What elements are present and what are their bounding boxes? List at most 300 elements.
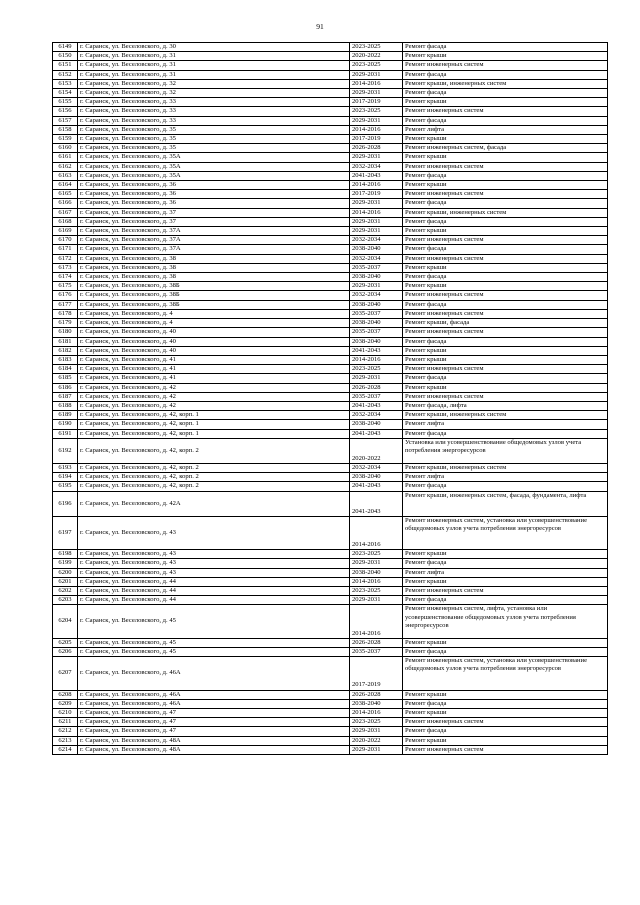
table-row — [53, 217, 608, 226]
row-number: 6199 — [53, 559, 78, 568]
row-work-type: Ремонт крыши — [403, 153, 608, 162]
row-period: 2026-2028 — [350, 144, 403, 153]
row-number: 6200 — [53, 568, 78, 577]
row-period: 2014-2016 — [350, 125, 403, 134]
table-row — [53, 429, 608, 438]
row-number: 6183 — [53, 355, 78, 364]
table-row — [53, 328, 608, 337]
row-work-type: Ремонт фасада — [403, 300, 608, 309]
row-period: 2032-2034 — [350, 162, 403, 171]
row-address: г. Саранск, ул. Веселовского, д. 44 — [78, 577, 350, 586]
row-period: 2014-2016 — [350, 208, 403, 217]
row-address: г. Саранск, ул. Веселовского, д. 36 — [78, 181, 350, 190]
row-number: 6162 — [53, 162, 78, 171]
row-period: 2038-2040 — [350, 337, 403, 346]
row-number: 6185 — [53, 374, 78, 383]
row-number: 6191 — [53, 429, 78, 438]
row-number: 6203 — [53, 596, 78, 605]
row-number: 6213 — [53, 736, 78, 745]
row-address: г. Саранск, ул. Веселовского, д. 35 — [78, 144, 350, 153]
row-work-type: Ремонт инженерных систем — [403, 586, 608, 595]
row-number: 6178 — [53, 309, 78, 318]
row-address: г. Саранск, ул. Веселовского, д. 42, корп. 2 — [78, 473, 350, 482]
table-row — [53, 116, 608, 125]
row-number: 6161 — [53, 153, 78, 162]
row-address: г. Саранск, ул. Веселовского, д. 36 — [78, 199, 350, 208]
row-number: 6214 — [53, 745, 78, 754]
table-row — [53, 273, 608, 282]
row-number: 6193 — [53, 463, 78, 472]
row-number: 6156 — [53, 107, 78, 116]
row-address: г. Саранск, ул. Веселовского, д. 31 — [78, 52, 350, 61]
table-row — [53, 89, 608, 98]
row-number: 6172 — [53, 254, 78, 263]
row-address: г. Саранск, ул. Веселовского, д. 42, корп. 1 — [78, 429, 350, 438]
row-period: 2029-2031 — [350, 89, 403, 98]
table-row — [53, 171, 608, 180]
row-number: 6167 — [53, 208, 78, 217]
row-number: 6190 — [53, 420, 78, 429]
row-number: 6155 — [53, 98, 78, 107]
table-row — [53, 401, 608, 410]
table-row — [53, 355, 608, 364]
row-period: 2014-2016 — [350, 355, 403, 364]
row-period: 2041-2043 — [350, 482, 403, 491]
row-address: г. Саранск, ул. Веселовского, д. 37 — [78, 208, 350, 217]
row-period: 2032-2034 — [350, 463, 403, 472]
row-address: г. Саранск, ул. Веселовского, д. 47 — [78, 727, 350, 736]
row-period: 2029-2031 — [350, 596, 403, 605]
row-number: 6205 — [53, 638, 78, 647]
row-work-type: Ремонт инженерных систем, установка или усовершенствование общедомовых узлов учета потребления энергоресурсов — [403, 657, 608, 690]
table-row — [53, 236, 608, 245]
row-number: 6204 — [53, 605, 78, 638]
row-address: г. Саранск, ул. Веселовского, д. 35А — [78, 171, 350, 180]
row-number: 6206 — [53, 647, 78, 656]
row-number: 6163 — [53, 171, 78, 180]
row-number: 6186 — [53, 383, 78, 392]
row-number: 6196 — [53, 491, 78, 516]
row-period: 2032-2034 — [350, 411, 403, 420]
row-work-type: Ремонт фасада — [403, 374, 608, 383]
row-work-type: Ремонт лифта — [403, 420, 608, 429]
table-row — [53, 690, 608, 699]
row-number: 6180 — [53, 328, 78, 337]
row-number: 6179 — [53, 319, 78, 328]
row-period: 2041-2043 — [350, 346, 403, 355]
table-row — [53, 718, 608, 727]
row-address: г. Саранск, ул. Веселовского, д. 41 — [78, 355, 350, 364]
row-number: 6166 — [53, 199, 78, 208]
row-number: 6175 — [53, 282, 78, 291]
row-work-type: Ремонт инженерных систем — [403, 745, 608, 754]
row-number: 6182 — [53, 346, 78, 355]
row-work-type: Ремонт крыши — [403, 383, 608, 392]
row-number: 6181 — [53, 337, 78, 346]
row-number: 6176 — [53, 291, 78, 300]
row-work-type: Ремонт лифта — [403, 568, 608, 577]
row-work-type: Ремонт крыши — [403, 638, 608, 647]
row-work-type: Ремонт крыши — [403, 282, 608, 291]
row-period: 2029-2031 — [350, 559, 403, 568]
row-number: 6154 — [53, 89, 78, 98]
row-number: 6189 — [53, 411, 78, 420]
row-address: г. Саранск, ул. Веселовского, д. 44 — [78, 586, 350, 595]
row-period: 2023-2025 — [350, 107, 403, 116]
table-row — [53, 657, 608, 690]
row-address: г. Саранск, ул. Веселовского, д. 42А — [78, 491, 350, 516]
table-row — [53, 208, 608, 217]
row-period: 2026-2028 — [350, 690, 403, 699]
row-number: 6164 — [53, 181, 78, 190]
row-address: г. Саранск, ул. Веселовского, д. 32 — [78, 79, 350, 88]
row-work-type: Ремонт инженерных систем — [403, 190, 608, 199]
row-period: 2035-2037 — [350, 263, 403, 272]
row-period: 2038-2040 — [350, 245, 403, 254]
row-work-type: Ремонт фасада — [403, 273, 608, 282]
row-work-type: Ремонт инженерных систем — [403, 718, 608, 727]
table-row — [53, 190, 608, 199]
row-period: 2038-2040 — [350, 568, 403, 577]
row-period: 2023-2025 — [350, 43, 403, 52]
table-row — [53, 438, 608, 463]
row-work-type: Ремонт инженерных систем — [403, 254, 608, 263]
row-address: г. Саранск, ул. Веселовского, д. 42 — [78, 401, 350, 410]
row-work-type: Ремонт крыши — [403, 736, 608, 745]
row-work-type: Ремонт крыши — [403, 550, 608, 559]
row-period: 2029-2031 — [350, 374, 403, 383]
row-work-type: Ремонт инженерных систем — [403, 392, 608, 401]
row-number: 6151 — [53, 61, 78, 70]
table-row — [53, 374, 608, 383]
table-row — [53, 346, 608, 355]
page-number: 91 — [316, 22, 324, 31]
row-work-type: Ремонт инженерных систем — [403, 309, 608, 318]
row-period: 2038-2040 — [350, 699, 403, 708]
table-body — [53, 43, 608, 755]
row-work-type: Ремонт крыши — [403, 135, 608, 144]
row-address: г. Саранск, ул. Веселовского, д. 40 — [78, 346, 350, 355]
table-row — [53, 98, 608, 107]
row-period: 2017-2019 — [350, 190, 403, 199]
row-period: 2017-2019 — [350, 135, 403, 144]
table-row — [53, 708, 608, 717]
table-row — [53, 70, 608, 79]
row-address: г. Саранск, ул. Веселовского, д. 38 — [78, 263, 350, 272]
row-address: г. Саранск, ул. Веселовского, д. 47 — [78, 708, 350, 717]
table-row — [53, 125, 608, 134]
table-row — [53, 61, 608, 70]
row-address: г. Саранск, ул. Веселовского, д. 42 — [78, 392, 350, 401]
row-address: г. Саранск, ул. Веселовского, д. 48А — [78, 745, 350, 754]
row-address: г. Саранск, ул. Веселовского, д. 4 — [78, 319, 350, 328]
table-row — [53, 577, 608, 586]
row-period: 2029-2031 — [350, 217, 403, 226]
row-address: г. Саранск, ул. Веселовского, д. 40 — [78, 328, 350, 337]
row-period: 2035-2037 — [350, 309, 403, 318]
row-number: 6160 — [53, 144, 78, 153]
row-address: г. Саранск, ул. Веселовского, д. 42, корп. 2 — [78, 438, 350, 463]
row-period: 2020-2022 — [350, 736, 403, 745]
row-number: 6170 — [53, 236, 78, 245]
row-period: 2029-2031 — [350, 70, 403, 79]
row-work-type: Ремонт фасада — [403, 43, 608, 52]
row-work-type: Ремонт крыши — [403, 227, 608, 236]
table-row — [53, 107, 608, 116]
row-work-type: Ремонт фасада — [403, 89, 608, 98]
row-address: г. Саранск, ул. Веселовского, д. 38Б — [78, 300, 350, 309]
row-number: 6169 — [53, 227, 78, 236]
row-address: г. Саранск, ул. Веселовского, д. 37А — [78, 245, 350, 254]
row-work-type: Ремонт крыши, инженерных систем — [403, 79, 608, 88]
row-work-type: Ремонт фасада — [403, 429, 608, 438]
row-work-type: Ремонт инженерных систем, установка или усовершенствование общедомовых узлов учета потребления энергоресурсов — [403, 516, 608, 549]
row-address: г. Саранск, ул. Веселовского, д. 38Б — [78, 291, 350, 300]
row-address: г. Саранск, ул. Веселовского, д. 45 — [78, 638, 350, 647]
row-work-type: Ремонт инженерных систем — [403, 61, 608, 70]
row-number: 6173 — [53, 263, 78, 272]
row-number: 6177 — [53, 300, 78, 309]
row-number: 6195 — [53, 482, 78, 491]
table-row — [53, 596, 608, 605]
row-work-type: Ремонт фасада — [403, 596, 608, 605]
row-address: г. Саранск, ул. Веселовского, д. 42, корп. 2 — [78, 482, 350, 491]
row-work-type: Ремонт крыши — [403, 690, 608, 699]
row-period: 2029-2031 — [350, 199, 403, 208]
row-period: 2041-2043 — [350, 401, 403, 410]
row-address: г. Саранск, ул. Веселовского, д. 46А — [78, 699, 350, 708]
row-address: г. Саранск, ул. Веселовского, д. 31 — [78, 70, 350, 79]
table-row — [53, 245, 608, 254]
row-number: 6187 — [53, 392, 78, 401]
row-work-type: Ремонт инженерных систем — [403, 162, 608, 171]
row-period: 2029-2031 — [350, 282, 403, 291]
row-period: 2032-2034 — [350, 291, 403, 300]
row-work-type: Ремонт фасада — [403, 337, 608, 346]
row-work-type: Ремонт крыши, инженерных систем — [403, 411, 608, 420]
row-address: г. Саранск, ул. Веселовского, д. 45 — [78, 605, 350, 638]
table-row — [53, 559, 608, 568]
row-period: 2029-2031 — [350, 227, 403, 236]
table-row — [53, 365, 608, 374]
row-address: г. Саранск, ул. Веселовского, д. 37А — [78, 227, 350, 236]
table-row — [53, 181, 608, 190]
row-address: г. Саранск, ул. Веселовского, д. 42, корп. 1 — [78, 420, 350, 429]
row-work-type: Ремонт инженерных систем — [403, 236, 608, 245]
table-row — [53, 199, 608, 208]
row-address: г. Саранск, ул. Веселовского, д. 44 — [78, 596, 350, 605]
row-period: 2032-2034 — [350, 236, 403, 245]
table-row — [53, 43, 608, 52]
repair-schedule-table — [52, 42, 608, 755]
table-row — [53, 516, 608, 549]
table-row — [53, 309, 608, 318]
row-address: г. Саранск, ул. Веселовского, д. 38 — [78, 273, 350, 282]
row-address: г. Саранск, ул. Веселовского, д. 41 — [78, 365, 350, 374]
row-period: 2038-2040 — [350, 319, 403, 328]
row-period: 2038-2040 — [350, 473, 403, 482]
row-work-type: Ремонт инженерных систем — [403, 365, 608, 374]
table-row — [53, 52, 608, 61]
row-address: г. Саранск, ул. Веселовского, д. 42, корп. 2 — [78, 463, 350, 472]
row-period: 2029-2031 — [350, 745, 403, 754]
row-period: 2029-2031 — [350, 153, 403, 162]
table-row — [53, 263, 608, 272]
row-period: 2038-2040 — [350, 420, 403, 429]
row-period: 2017-2019 — [350, 98, 403, 107]
table-row — [53, 745, 608, 754]
row-work-type: Ремонт фасада — [403, 482, 608, 491]
row-work-type: Ремонт фасада — [403, 727, 608, 736]
row-address: г. Саранск, ул. Веселовского, д. 43 — [78, 516, 350, 549]
row-work-type: Ремонт крыши — [403, 52, 608, 61]
table-row — [53, 638, 608, 647]
row-work-type: Ремонт крыши, фасада — [403, 319, 608, 328]
table-row — [53, 291, 608, 300]
row-address: г. Саранск, ул. Веселовского, д. 35А — [78, 153, 350, 162]
row-number: 6150 — [53, 52, 78, 61]
row-work-type: Ремонт крыши — [403, 181, 608, 190]
row-address: г. Саранск, ул. Веселовского, д. 40 — [78, 337, 350, 346]
table-row — [53, 482, 608, 491]
table-row — [53, 227, 608, 236]
row-work-type: Ремонт инженерных систем, фасада — [403, 144, 608, 153]
row-address: г. Саранск, ул. Веселовского, д. 33 — [78, 98, 350, 107]
row-period: 2029-2031 — [350, 727, 403, 736]
table-row — [53, 727, 608, 736]
table-row — [53, 605, 608, 638]
row-period: 2023-2025 — [350, 365, 403, 374]
row-work-type: Ремонт фасада — [403, 559, 608, 568]
row-period: 2023-2025 — [350, 61, 403, 70]
row-period: 2041-2043 — [350, 171, 403, 180]
row-address: г. Саранск, ул. Веселовского, д. 38 — [78, 254, 350, 263]
row-work-type: Ремонт крыши — [403, 708, 608, 717]
row-address: г. Саранск, ул. Веселовского, д. 4 — [78, 309, 350, 318]
row-number: 6194 — [53, 473, 78, 482]
row-work-type: Ремонт фасада — [403, 699, 608, 708]
row-address: г. Саранск, ул. Веселовского, д. 41 — [78, 374, 350, 383]
table-row — [53, 568, 608, 577]
row-period: 2014-2016 — [350, 516, 403, 549]
row-period: 2023-2025 — [350, 586, 403, 595]
row-address: г. Саранск, ул. Веселовского, д. 33 — [78, 107, 350, 116]
row-number: 6165 — [53, 190, 78, 199]
row-number: 6188 — [53, 401, 78, 410]
row-work-type: Ремонт фасада — [403, 116, 608, 125]
row-work-type: Ремонт лифта — [403, 473, 608, 482]
row-address: г. Саранск, ул. Веселовского, д. 43 — [78, 559, 350, 568]
row-period: 2035-2037 — [350, 647, 403, 656]
row-work-type: Ремонт крыши — [403, 577, 608, 586]
row-address: г. Саранск, ул. Веселовского, д. 47 — [78, 718, 350, 727]
table-row — [53, 699, 608, 708]
row-period: 2023-2025 — [350, 718, 403, 727]
row-work-type: Ремонт лифта — [403, 125, 608, 134]
row-number: 6153 — [53, 79, 78, 88]
row-number: 6174 — [53, 273, 78, 282]
row-number: 6171 — [53, 245, 78, 254]
row-work-type: Ремонт инженерных систем — [403, 328, 608, 337]
row-number: 6184 — [53, 365, 78, 374]
row-period: 2023-2025 — [350, 550, 403, 559]
row-number: 6168 — [53, 217, 78, 226]
row-number: 6207 — [53, 657, 78, 690]
row-work-type: Ремонт инженерных систем — [403, 291, 608, 300]
table-row — [53, 411, 608, 420]
row-address: г. Саранск, ул. Веселовского, д. 43 — [78, 550, 350, 559]
row-address: г. Саранск, ул. Веселовского, д. 46А — [78, 690, 350, 699]
row-work-type: Ремонт инженерных систем, лифта, установка или усовершенствование общедомовых узлов учета потребления энергоресурсов — [403, 605, 608, 638]
row-number: 6159 — [53, 135, 78, 144]
table-row — [53, 144, 608, 153]
row-period: 2032-2034 — [350, 254, 403, 263]
row-address: г. Саранск, ул. Веселовского, д. 36 — [78, 190, 350, 199]
row-number: 6201 — [53, 577, 78, 586]
row-work-type: Ремонт фасада — [403, 70, 608, 79]
row-address: г. Саранск, ул. Веселовского, д. 31 — [78, 61, 350, 70]
row-number: 6157 — [53, 116, 78, 125]
row-number: 6192 — [53, 438, 78, 463]
row-period: 2020-2022 — [350, 438, 403, 463]
row-number: 6152 — [53, 70, 78, 79]
row-work-type: Ремонт крыши — [403, 346, 608, 355]
table-row — [53, 491, 608, 516]
row-work-type: Ремонт крыши, инженерных систем — [403, 208, 608, 217]
row-number: 6197 — [53, 516, 78, 549]
row-period: 2041-2043 — [350, 429, 403, 438]
row-address: г. Саранск, ул. Веселовского, д. 42 — [78, 383, 350, 392]
row-work-type: Ремонт фасада — [403, 199, 608, 208]
row-address: г. Саранск, ул. Веселовского, д. 48А — [78, 736, 350, 745]
row-period: 2014-2016 — [350, 605, 403, 638]
row-work-type: Ремонт крыши — [403, 355, 608, 364]
row-address: г. Саранск, ул. Веселовского, д. 37 — [78, 217, 350, 226]
row-address: г. Саранск, ул. Веселовского, д. 32 — [78, 89, 350, 98]
row-work-type: Ремонт фасада, лифта — [403, 401, 608, 410]
row-period: 2014-2016 — [350, 181, 403, 190]
row-work-type: Ремонт инженерных систем — [403, 107, 608, 116]
row-number: 6198 — [53, 550, 78, 559]
row-address: г. Саранск, ул. Веселовского, д. 35А — [78, 162, 350, 171]
table-row — [53, 420, 608, 429]
table-row — [53, 550, 608, 559]
row-number: 6212 — [53, 727, 78, 736]
row-period: 2029-2031 — [350, 116, 403, 125]
row-period: 2038-2040 — [350, 300, 403, 309]
table-row — [53, 162, 608, 171]
row-number: 6211 — [53, 718, 78, 727]
table-row — [53, 135, 608, 144]
row-period: 2017-2019 — [350, 657, 403, 690]
table-row — [53, 153, 608, 162]
row-address: г. Саранск, ул. Веселовского, д. 35 — [78, 135, 350, 144]
row-work-type: Ремонт крыши — [403, 98, 608, 107]
row-work-type: Ремонт крыши, инженерных систем, фасада, фундамента, лифта — [403, 491, 608, 516]
row-address: г. Саранск, ул. Веселовского, д. 37А — [78, 236, 350, 245]
row-work-type: Установка или усовершенствование общедомовых узлов учета потребления энергоресурсов — [403, 438, 608, 463]
row-period: 2038-2040 — [350, 273, 403, 282]
row-period: 2020-2022 — [350, 52, 403, 61]
row-address: г. Саранск, ул. Веселовского, д. 45 — [78, 647, 350, 656]
row-number: 6210 — [53, 708, 78, 717]
row-period: 2035-2037 — [350, 328, 403, 337]
row-address: г. Саранск, ул. Веселовского, д. 38Б — [78, 282, 350, 291]
row-address: г. Саранск, ул. Веселовского, д. 33 — [78, 116, 350, 125]
row-period: 2026-2028 — [350, 638, 403, 647]
row-number: 6202 — [53, 586, 78, 595]
table-row — [53, 586, 608, 595]
